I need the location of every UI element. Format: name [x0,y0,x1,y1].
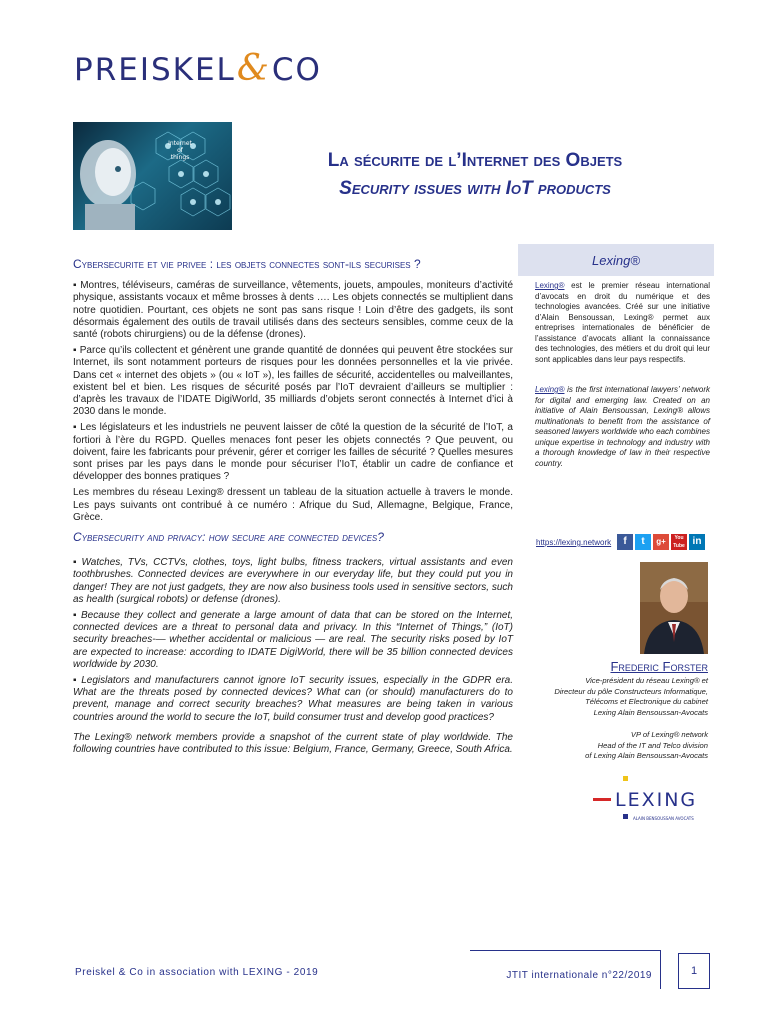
lexing-link-fr[interactable]: Lexing® [535,281,565,290]
fr-paragraph-1 [73,280,513,341]
twitter-icon[interactable]: t [635,534,651,550]
en-paragraph-2 [73,610,513,671]
role-fr-line: Télécoms et Electronique du cabinet [585,697,708,706]
person-role-fr [520,676,708,718]
footer-issue: JTIT internationale n°22/2019 [506,970,652,981]
page-number: 1 [678,953,710,989]
fr-paragraph-3 [73,422,513,483]
en-closing: The Lexing® network members provide a snapshot of the current state of play worldwide. The following countries have contributed to this issue: Belgium, France, Germany, Greece, South Africa. [73,731,513,756]
sidebar-en-body: is the first international lawyers’ network for digital and emerging law. Created on an initiative of Alain Bensoussan, Lexing® allows multinationals to benefit from the assistance of seasoned lawyers worldwide who each combines unique expertise in technology and industry with a thorough knowledge of law in their respective country. [535,385,710,468]
sidebar-fr-body: est le premier réseau international d’avocats en droit du numérique et des technologies avancées. Créé sur une initiative d’Alain Bensoussan, Lexing® permet aux entreprises internationales de bénéficier de l’assistance d’avocats alliant la connaissance des technologies, des métiers et du droit qui leur sont applicables dans leur pays respectifs. [535,281,710,364]
person-role-en [520,730,708,762]
role-en-line: VP of Lexing® network [630,730,708,739]
en-paragraph-1 [73,557,513,606]
preiskel-logo [74,48,322,89]
google-plus-icon[interactable]: g+ [653,534,669,550]
lexing-network-url[interactable]: https://lexing.network [536,538,612,547]
fr-paragraph-2-text: Parce qu’ils collectent et génèrent une grande quantité de données qui peuvent être stockées sur Internet, ils sont notamment porteurs de risques pour les données personnelles et la vie privée. Dans cet « internet des objets » (ou « IoT »), les failles de sécurité, accidentelles ou malveillantes, existent bel et bien. Les risques de sécurité posés par l’IoT devraient d’ailleurs se multiplier : d’après les travaux de l’IDATE DigiWorld, 35 milliards d’objets seront connectés à Internet d’ici à 2030 dans le monde. [73,345,513,418]
role-en-line: Head of the IT and Telco division [597,740,708,750]
facebook-icon[interactable]: f [617,534,633,550]
en-heading: Cybersecurity and privacy: how secure are connected devices? [73,530,384,544]
lexing-logo-word: LEXING [615,789,698,811]
article-title [240,148,710,204]
fr-paragraph-1-text: Montres, téléviseurs, caméras de surveillance, vêtements, jouets, ampoules, moniteurs d’activité physique, assistants vocaux et même brosses à dents …. Les objets connectés se multiplient dans notre quotidien. Pourtant, ces objets ne sont pas sans risque ! Loin d’être des gadgets, ils sont désormais également des outils de travail utilisés dans des secteurs sensibles, comme ceux de la santé (robots chirurgiens) ou de la défense (drones). [73,280,514,341]
fr-closing: Les membres du réseau Lexing® dressent un tableau de la situation actuelle à travers le monde. Les pays suivants ont contribué à ce numéro : Afrique du Sud, Allemagne, Belgique, France, Grèce. [73,487,513,523]
title-en: Security issues with IoT products [339,178,611,199]
role-fr-line: Directeur du pôle Constructeurs Informatique, [554,686,708,696]
youtube-icon[interactable]: You Tube [671,534,687,550]
footer-left: Preiskel & Co in association with LEXING - 2019 [75,967,319,978]
footer-right-frame [470,950,661,989]
en-paragraph-3 [73,675,513,724]
hero-label-3: things [170,154,190,161]
hero-label-1: Internet [168,140,192,147]
logo-text-preiskel: PREISKEL [74,52,236,88]
lexing-logo-sub: ALAIN BENSOUSSAN AVOCATS [633,816,694,821]
role-fr-line: Vice-président du réseau Lexing® et [585,676,708,685]
linkedin-icon[interactable]: in [689,534,705,550]
iot-robot-image [73,122,232,230]
fr-paragraph-2 [73,345,513,418]
bullet-icon: ▪ [73,345,77,357]
en-paragraph-2-text: Because they collect and generate a large amount of data that can be stored on the Internet, connected devices are a threat to personal data and privacy. In this “Internet of Things,” (IoT) security breaches-— whether accidental or malicious — are real. The security risks posed by IoT are expected to increase: according to IDATE DigiWorld, there will be 35 billion connected devices worldwide by 2030. [73,610,514,670]
hero-label-2: of [177,147,183,154]
social-links [617,534,705,550]
en-paragraph-1-text: Watches, TVs, CCTVs, clothes, toys, light bulbs, fitness trackers, virtual assistants and even toothbrushes. Connected devices are everywhere in our everyday life, but they could put you in danger! They are not just gadgets, they are now also business tools used in sensitive sectors, such as health (surgical robots) or defense (drones). [73,557,513,605]
fr-section [73,258,513,528]
logo-text-co: CO [271,52,322,88]
role-en-line: of Lexing Alain Bensoussan-Avocats [585,751,708,760]
person-name: Frederic Forster [610,659,708,674]
lexing-link-en[interactable]: Lexing® [535,385,565,394]
en-section [73,531,513,760]
lexing-logo [593,776,711,826]
fr-paragraph-3-text: Les législateurs et les industriels ne peuvent laisser de côté la question de la sécurité de l’IoT, a fortiori à l’ère du RGPD. Quelles menaces font peser les objets connectés ? Que peuvent, ou doivent, faire les fabricants pour prévenir, gérer et corriger les failles de sécurité ? Quelles mesures sont prises par les pays dans le monde pour sécuriser l’IoT, établir un cadre de confiance et développer des bonnes pratiques ? [73,422,513,483]
bullet-icon: ▪ [73,675,79,687]
bullet-icon: ▪ [73,610,78,622]
sidebar-title: Lexing® [518,244,714,276]
logo-ampersand: & [236,48,271,89]
bullet-icon: ▪ [73,422,78,434]
sidebar-fr-text [535,281,710,365]
en-paragraph-3-text: Legislators and manufacturers cannot ignore IoT security issues, especially in the GDPR era. What are the threats posed by connected devices? What can (or should) manufacturers do to prevent, manage and correct security breaches? What measures are being taken in various countries around the world to secure the IoT, build consumer trust and develop good practices? [73,675,514,723]
sidebar-en-text [535,385,710,469]
title-fr: La sécurite de l’Internet des Objets [327,150,623,171]
role-fr-line: Lexing Alain Bensoussan-Avocats [593,707,708,717]
frederic-forster-photo [640,562,708,654]
bullet-icon: ▪ [73,557,79,569]
bullet-icon: ▪ [73,280,78,292]
fr-heading: Cybersecurite et vie privee : les objets connectes sont-ils securises ? [73,257,421,271]
